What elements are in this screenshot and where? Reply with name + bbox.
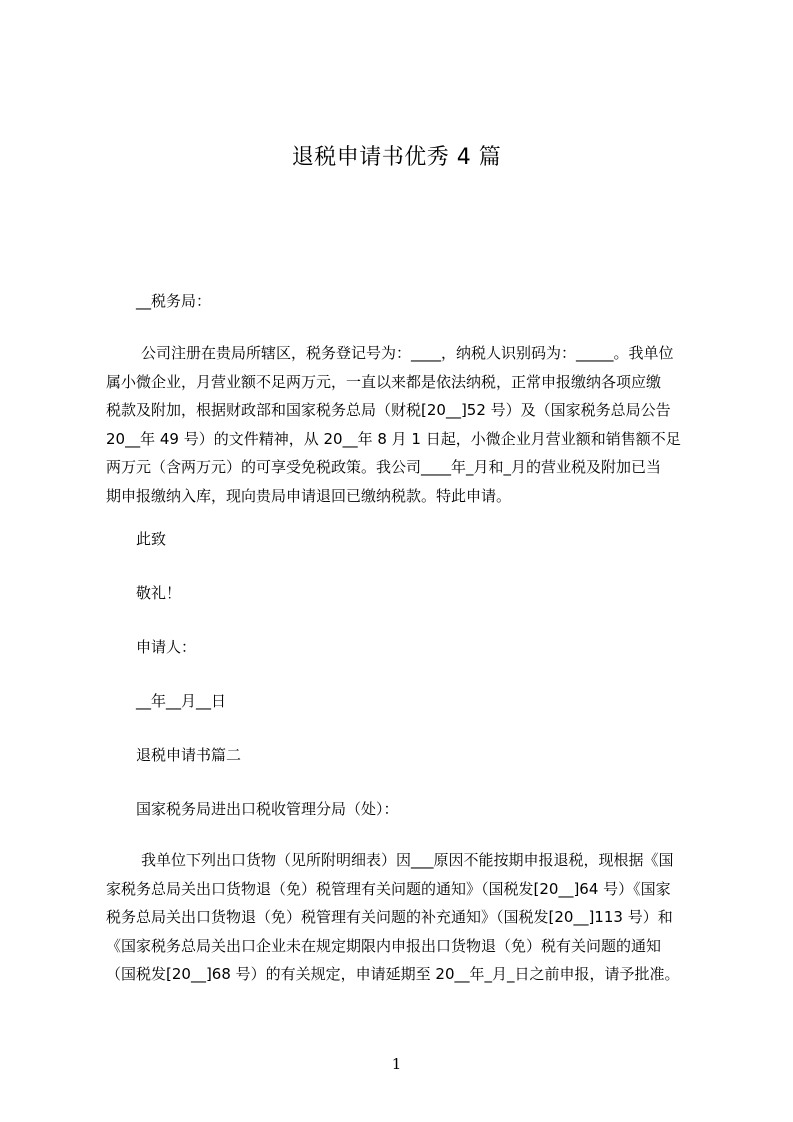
- regards-text: 敬礼！: [136, 584, 182, 602]
- letter-two-line: 《国家税务总局关出口企业未在规定期限内申报出口货物退（免）税有关问题的通知: [106, 936, 662, 955]
- letter-one-line: 公司注册在贵局所辖区，税务登记号为：____，纳税人识别码为：_____。我单位: [141, 344, 674, 362]
- applicant-label: 申请人：: [136, 638, 197, 656]
- letter-two-body: [106, 846, 680, 989]
- page-number: 1: [391, 1055, 402, 1073]
- date-line: __年__月__日: [136, 692, 227, 710]
- letter-one-line: 两万元（含两万元）的可享受免税政策。我公司____年_月和_月的营业税及附加已当: [106, 458, 662, 476]
- letter-two-line: 税务总局关出口货物退（免）税管理有关问题的补充通知》（国税发[20__]113 号）和: [106, 908, 673, 926]
- letter-one-line: 属小微企业，月营业额不足两万元，一直以来都是依法纳税，正常申报缴纳各项应缴: [106, 372, 662, 391]
- letter-two-line: （国税发[20__]68 号）的有关规定，申请延期至 20__年_月_日之前申报，请予批准。: [106, 965, 680, 983]
- letter-two-line: 家税务总局关出口货物退（免）税管理有关问题的通知》（国税发[20__]64 号）《国家: [106, 879, 671, 898]
- document-title: 退税申请书优秀 4 篇: [291, 145, 502, 170]
- letter-one-line: 税款及附加，根据财政部和国家税务总局（财税[20__]52 号）及（国家税务总局公告: [106, 401, 671, 419]
- letter-one-body: [106, 339, 681, 510]
- closing-text: 此致: [136, 530, 167, 548]
- salutation: __税务局：: [136, 292, 212, 310]
- letter-one-line: 20__年 49 号）的文件精神，从 20__年 8 月 1 日起，小微企业月营业额和销售额不足: [106, 429, 681, 448]
- section-two-heading: 退税申请书篇二: [136, 746, 242, 764]
- section-two-salutation: 国家税务局进出口税收管理分局（处）：: [136, 800, 399, 818]
- letter-two-line: 我单位下列出口货物（见所附明细表）因___原因不能按期申报退税，现根据《国: [141, 851, 674, 869]
- letter-one-line: 期申报缴纳入库，现向贵局申请退回已缴纳税款。特此申请。: [106, 486, 512, 505]
